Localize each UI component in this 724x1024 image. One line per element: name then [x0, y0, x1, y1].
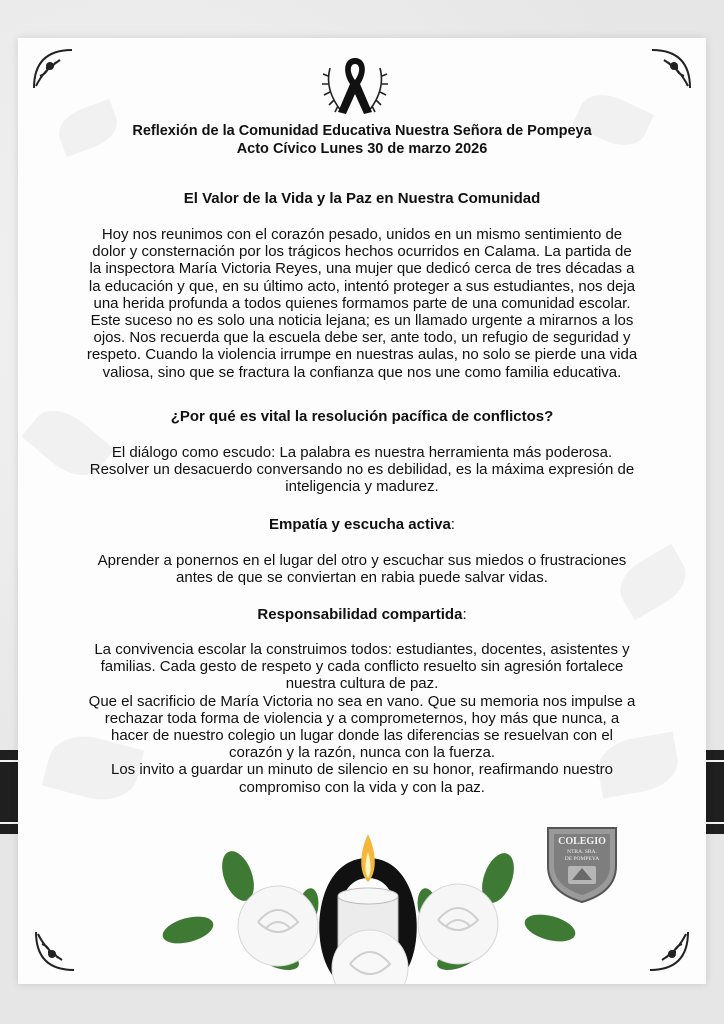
section-4-line: rechazar toda forma de violencia y a comprometernos, hoy más que nunca, a — [104, 709, 620, 727]
section-4-line: hacer de nuestro colegio un lugar donde las diferencias se resuelvan con el — [111, 727, 613, 745]
section-4-line: nuestra cultura de paz. — [285, 675, 439, 693]
rose-icon — [238, 886, 318, 966]
section-3-line: antes de que se conviertan en rabia puede salvar vidas. — [176, 569, 548, 587]
section-1-line: ojos. Nos recuerda que la escuela debe ser, ante todo, un refugio de seguridad y — [93, 329, 631, 347]
corner-ornament-icon — [646, 928, 692, 974]
section-2-line: inteligencia y madurez. — [285, 478, 439, 496]
crest-line-1: NTRA. SRA. — [567, 849, 597, 855]
section-1-line: Hoy nos reunimos con el corazón pesado, unidos en un mismo sentimiento de — [101, 226, 623, 243]
section-4-line: Los invito a guardar un minuto de silencio en su honor, reafirmando nuestro — [111, 761, 613, 779]
crest-name: COLEGIO — [558, 836, 606, 847]
memorial-candle-roses — [158, 818, 578, 984]
header-line-2: Acto Cívico Lunes 30 de marzo 2026 — [236, 141, 488, 157]
section-1-line: dolor y consternación por los trágicos hechos ocurridos en Calama. La partida de — [92, 243, 632, 261]
mourning-ribbon-icon — [320, 50, 390, 120]
section-2-body — [58, 444, 666, 496]
section-3-title: Empatía y escucha activa — [269, 516, 451, 533]
mourning-band-left — [0, 750, 20, 834]
section-4-colon: : — [462, 606, 467, 623]
section-3-heading — [68, 516, 656, 533]
section-2-line: Resolver un desacuerdo conversando no es debilidad, es la máxima expresión de — [89, 461, 635, 479]
section-1-line: la educación y que, en su último acto, intentó proteger a sus estudiantes, nos deja — [88, 277, 636, 295]
corner-ornament-icon — [30, 46, 76, 92]
section-4-body — [58, 641, 666, 796]
section-1-line: respeto. Cuando la violencia irrumpe en nuestras aulas, no solo se pierde una vida — [86, 346, 638, 364]
section-4-line: corazón y la razón, nunca con la fuerza. — [229, 744, 495, 762]
section-4-line: familias. Cada gesto de respeto y cada conflicto resuelto sin agresión fortalece — [100, 658, 624, 676]
section-2-line: El diálogo como escudo: La palabra es nuestra herramienta más poderosa. — [111, 444, 613, 461]
mourning-band-right — [704, 750, 724, 834]
crest-line-2: DE POMPEYA — [564, 856, 600, 862]
section-1-title: El Valor de la Vida y la Paz en Nuestra Comunidad — [183, 190, 541, 207]
section-4-title: Responsabilidad compartida — [257, 606, 463, 623]
section-3-line: Aprender a ponernos en el lugar del otro y escuchar sus miedos o frustraciones — [97, 552, 627, 569]
section-4-line: La convivencia escolar la construimos todos: estudiantes, docentes, asistentes y — [94, 641, 630, 658]
rose-icon — [418, 884, 498, 964]
section-3-colon: : — [450, 516, 455, 533]
section-1-line: una herida profunda a todos quienes formamos parte de una comunidad escolar. — [93, 294, 631, 312]
document-header — [18, 122, 706, 158]
section-1-line: Este suceso no es solo una noticia lejana; es un llamado urgente a mirarnos a los — [90, 312, 634, 330]
section-2-title: ¿Por qué es vital la resolución pacífica de conflictos? — [170, 408, 554, 425]
section-1-body — [58, 226, 666, 381]
section-1-line: valiosa, sino que se fractura la confianza que nos une como familia educativa. — [102, 363, 622, 381]
corner-ornament-icon — [648, 46, 694, 92]
section-1-line: la inspectora María Victoria Reyes, una mujer que dedicó cerca de tres décadas a — [89, 260, 635, 278]
corner-ornament-icon — [32, 928, 78, 974]
section-4-heading — [68, 606, 656, 623]
section-4-line: Que el sacrificio de María Victoria no sea en vano. Que su memoria nos impulse a — [88, 692, 636, 710]
section-4-line: compromiso con la vida y con la paz. — [239, 778, 485, 796]
document-page — [18, 38, 706, 984]
section-3-body — [58, 552, 666, 586]
header-line-1: Reflexión de la Comunidad Educativa Nuestra Señora de Pompeya — [132, 123, 592, 139]
